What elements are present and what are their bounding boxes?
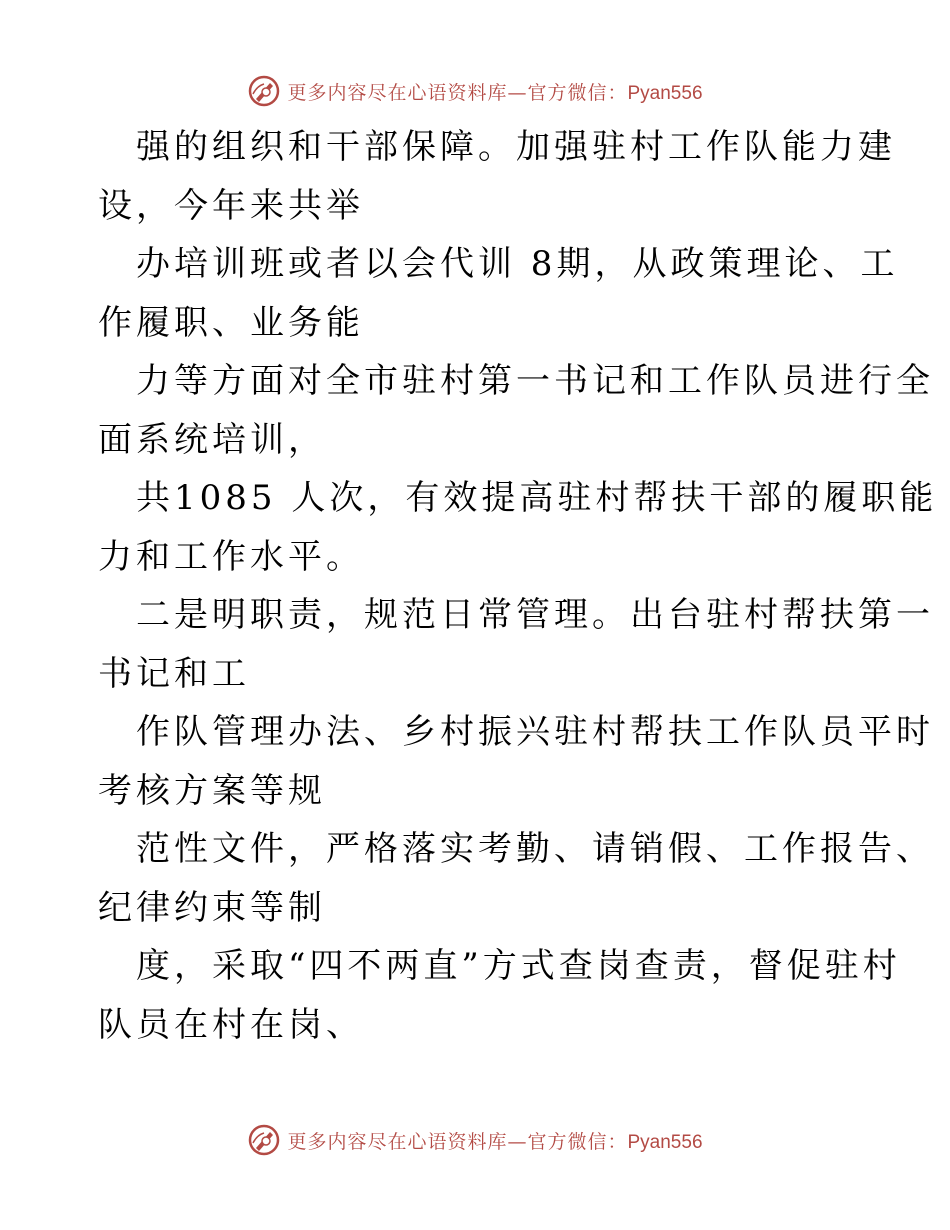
- body-line: 作履职、业务能: [98, 302, 364, 343]
- body-line: 书记和工: [98, 653, 250, 694]
- pen-logo-icon: [247, 74, 281, 108]
- header-watermark-banner: [0, 71, 950, 111]
- body-line: 队员在村在岗、: [98, 1004, 364, 1045]
- body-line: 二是明职责，规范日常管理。出台驻村帮扶第一: [136, 595, 934, 635]
- body-line: 共1085 人次，有效提高驻村帮扶干部的履职能: [136, 478, 938, 518]
- body-line: 力等方面对全市驻村第一书记和工作队员进行全: [136, 361, 934, 401]
- body-line: 度，采取“四不两直”方式查岗查责，督促驻村: [136, 946, 901, 986]
- body-line: 设，今年来共举: [98, 185, 364, 226]
- banner-text: 更多内容尽在心语资料库—官方微信：: [287, 1130, 628, 1153]
- body-line: 力和工作水平。: [98, 536, 364, 577]
- pen-logo-icon: [247, 1123, 281, 1157]
- body-line: 作队管理办法、乡村振兴驻村帮扶工作队员平时: [136, 712, 934, 752]
- footer-watermark-banner: [0, 1120, 950, 1160]
- body-line: 考核方案等规: [98, 770, 326, 811]
- body-line: 纪律约束等制: [98, 887, 326, 928]
- banner-text: 更多内容尽在心语资料库—官方微信：: [287, 81, 628, 104]
- body-line: 面系统培训，: [98, 419, 326, 460]
- banner-wechat-id: Pyan556: [627, 82, 703, 104]
- body-line: 办培训班或者以会代训 8期，从政策理论、工: [136, 244, 899, 284]
- body-line: 范性文件，严格落实考勤、请销假、工作报告、: [136, 829, 934, 869]
- document-body: [98, 118, 938, 1054]
- body-line: 强的组织和干部保障。加强驻村工作队能力建: [136, 127, 896, 167]
- banner-wechat-id: Pyan556: [627, 1131, 703, 1153]
